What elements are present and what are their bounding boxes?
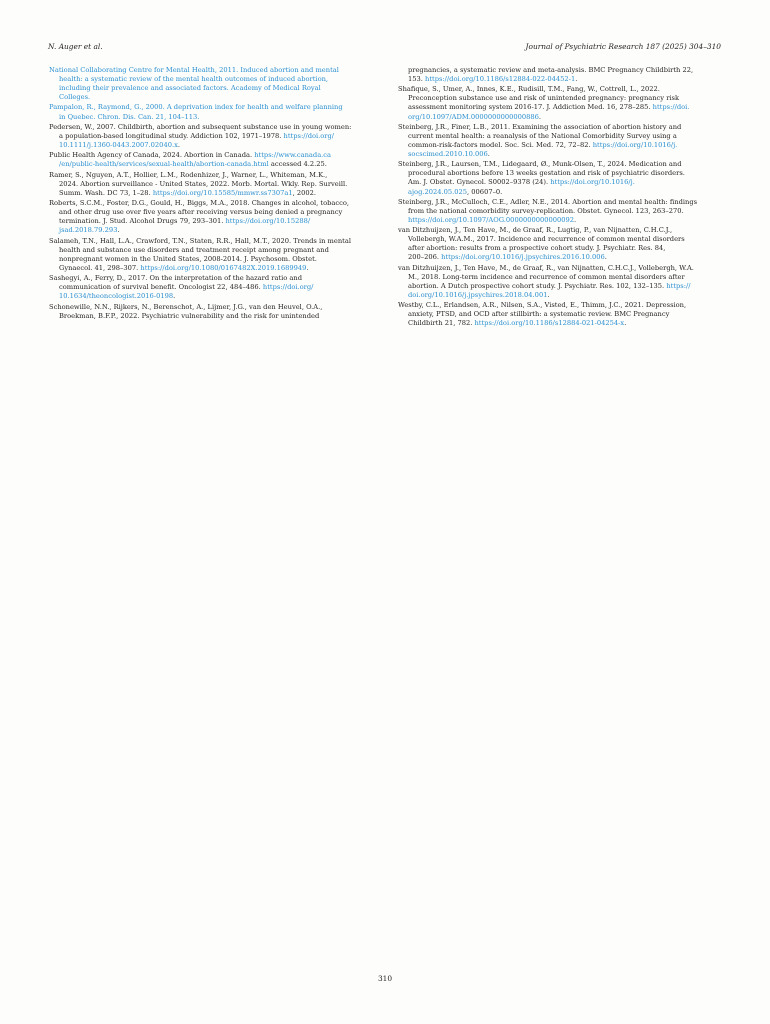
reference-text: Ramer, S., Nguyen, A.T., Hollier, L.M., Rodenhizer, J., Warner, L., Whiteman, M.K., 2024. Abortion surveillance - United States, 2022. Morb. Mortal. Wkly. Rep. Surveill. Summ. Wash. DC 73, 1–28. bbox=[49, 170, 348, 197]
reference-column-left bbox=[49, 66, 367, 322]
reference-entry bbox=[49, 237, 367, 273]
reference-entry bbox=[398, 301, 716, 328]
reference-text: Westby, C.L., Erlandsen, A.R., Nilsen, S.A., Visted, E., Thimm, J.C., 2021. Depression, anxiety, PTSD, and OCD after stillbirth: a systematic review. BMC Pregnancy Childbirth 21, 782. bbox=[398, 301, 687, 328]
reference-entry bbox=[49, 303, 367, 321]
reference-text: Sashegyi, A., Ferry, D., 2017. On the interpretation of the hazard ratio and communication of survival benefit. Oncologist 22, 484–486. bbox=[49, 274, 302, 292]
doi-link[interactable]: https://doi.org/10.1080/0167482X.2019.1689949 bbox=[140, 263, 307, 272]
reference-tail: , 2002. bbox=[292, 188, 316, 197]
reference-entry bbox=[398, 66, 716, 84]
doi-link[interactable]: https://doi.org/10.1097/AOG.0000000000000092 bbox=[408, 215, 575, 224]
reference-text: Shafique, S., Umer, A., Innes, K.E., Rudisill, T.M., Fang, W., Cottrell, L., 2022. Preconception substance use and risk of unintended pregnancy: pregnancy risk assessment monitoring system 2016-17. J. Addiction Med. 16, 278–285. bbox=[398, 85, 680, 112]
reference-text: Steinberg, J.R., Laursen, T.M., Lidegaard, Ø., Munk-Olsen, T., 2024. Medication and procedural abortions before 13 weeks gestation and risk of psychiatric disorders. Am. J. Obstet. Gynecol. S0002–9378 (24). bbox=[398, 160, 685, 187]
reference-entry bbox=[49, 199, 367, 235]
reference-entry bbox=[49, 151, 367, 169]
reference-text: Steinberg, J.R., Finer, L.B., 2011. Examining the association of abortion history and current mental health: a reanalysis of the National Comorbidity Survey using a common-risk-factors model. Soc. Sci. Med. 72, 72–82. bbox=[398, 122, 682, 149]
doi-link[interactable]: https://doi.org/10.1016/j. socscimed.2010.10.006 bbox=[408, 140, 678, 159]
running-header bbox=[48, 41, 721, 53]
reference-text: Pampalon, R., Raymond, G., 2000. A deprivation index for health and welfare planning in Quebec. Chron. Dis. Can. 21, 104–113. bbox=[49, 103, 343, 121]
doi-link[interactable]: https://doi.org/10.1186/s12884-021-04254-x bbox=[474, 319, 625, 328]
reference-text: National Collaborating Centre for Mental Health, 2011. Induced abortion and mental health: a systematic review of the mental health outcomes of induced abortion, including their prevalence and associated factors. Academy of Medical Royal Colleges. bbox=[49, 66, 339, 102]
reference-tail: . bbox=[538, 112, 542, 121]
reference-column-right bbox=[398, 66, 716, 330]
doi-link[interactable]: https://doi.org/ 10.1111/j.1360-0443.2007.02040.x bbox=[59, 131, 335, 149]
reference-text: Public Health Agency of Canada, 2024. Abortion in Canada. bbox=[49, 151, 255, 160]
header-journal: Journal of Psychiatric Research 187 (2025) 304–310 bbox=[525, 42, 721, 51]
reference-text: van Ditzhuijzen, J., Ten Have, M., de Graaf, R., Lugtig, P., van Nijnatten, C.H.C.J., Vollebergh, W.A.M., 2017. Incidence and recurrence of common mental disorders after abortion: results from a prospective cohort study. J. Psychiatr. Res. 84, 200–206. bbox=[398, 226, 685, 262]
doi-link[interactable]: https://doi.org/10.1016/j. ajog.2024.05.025 bbox=[408, 178, 635, 196]
reference-entry bbox=[49, 123, 367, 150]
doi-link[interactable]: https://doi.org/10.1186/s12884-022-04452-1 bbox=[425, 75, 576, 84]
reference-tail: . bbox=[306, 263, 309, 272]
reference-text: Pedersen, W., 2007. Childbirth, abortion and subsequent substance use in young women: a population-based longitudinal study. Addiction 102, 1971–1978. bbox=[49, 122, 352, 140]
reference-entry bbox=[398, 160, 716, 196]
reference-entry bbox=[398, 264, 716, 300]
reference-tail: , 00607–0. bbox=[467, 187, 503, 196]
reference-tail: . bbox=[117, 226, 120, 235]
reference-entry bbox=[49, 103, 367, 121]
doi-link[interactable]: https://doi.org/ 10.1634/theoncologist.2016-0198 bbox=[59, 283, 314, 301]
reference-tail: . bbox=[487, 150, 490, 159]
reference-entry bbox=[49, 66, 367, 102]
reference-text: pregnancies, a systematic review and meta-analysis. BMC Pregnancy Childbirth 22, 153. bbox=[408, 66, 694, 84]
doi-link[interactable]: https://doi.org/10.1016/j.jpsychires.2016.10.006 bbox=[441, 253, 605, 262]
doi-link[interactable]: https://www.canada.ca /en/public-health/services/sexual-health/abortion-canada.html bbox=[59, 151, 332, 169]
reference-entry bbox=[398, 226, 716, 262]
doi-link[interactable]: https://doi.org/10.15288/ jsad.2018.79.293 bbox=[59, 217, 311, 235]
reference-tail: . bbox=[624, 319, 627, 328]
doi-link[interactable]: https://doi.org/10.15585/mmwr.ss7307a1 bbox=[152, 188, 293, 197]
reference-tail: . bbox=[173, 292, 176, 301]
reference-text: Schonewille, N.N., Rijkers, N., Berenschot, A., Lijmer, J.G., van den Heuvel, O.A., Broekman, B.F.P., 2022. Psychiatric vulnerability and the risk for unintended bbox=[49, 302, 323, 320]
reference-entry bbox=[49, 274, 367, 301]
reference-entry bbox=[398, 85, 716, 121]
reference-entry bbox=[49, 171, 367, 198]
reference-text: Steinberg, J.R., McCulloch, C.E., Adler, N.E., 2014. Abortion and mental health: findings from the national comorbidity survey-replication. Obstet. Gynecol. 123, 263–270. bbox=[398, 197, 698, 215]
reference-tail: . bbox=[547, 290, 550, 299]
reference-text: Roberts, S.C.M., Foster, D.G., Gould, H., Biggs, M.A., 2018. Changes in alcohol, tobacco, and other drug use over five years after receiving versus being denied a pregnancy termination. J. Stud. Alcohol Drugs 79, 293–301. bbox=[49, 199, 350, 226]
reference-tail: accessed 4.2.25. bbox=[268, 160, 327, 169]
reference-entry bbox=[398, 123, 716, 159]
doi-link[interactable]: https://doi. org/10.1097/ADM.0000000000000886 bbox=[408, 103, 690, 121]
doi-link[interactable]: https:// doi.org/10.1016/j.jpsychires.2018.04.001 bbox=[408, 281, 691, 299]
header-authors: N. Auger et al. bbox=[48, 42, 103, 51]
reference-tail: . bbox=[575, 75, 578, 84]
reference-tail: . bbox=[177, 140, 180, 149]
reference-tail: . bbox=[574, 215, 577, 224]
reference-text: Salameh, T.N., Hall, L.A., Crawford, T.N., Staten, R.R., Hall, M.T., 2020. Trends in mental health and substance use disorders and treatment receipt among pregnant and nonpregnant women in the United States, 2008-2014. J. Psychosom. Obstet. Gynaecol. 41, 298–307. bbox=[49, 236, 351, 272]
reference-tail: . bbox=[604, 253, 607, 262]
page-number: 310 bbox=[377, 974, 393, 983]
reference-entry bbox=[398, 198, 716, 225]
reference-text: van Ditzhuijzen, J., Ten Have, M., de Graaf, R., van Nijnatten, C.H.C.J., Vollebergh, W.A. M., 2018. Long-term incidence and recurrence of common mental disorders after abortion. A Dutch prospective cohort study. J. Psychiatr. Res. 102, 132–135. bbox=[398, 263, 694, 290]
